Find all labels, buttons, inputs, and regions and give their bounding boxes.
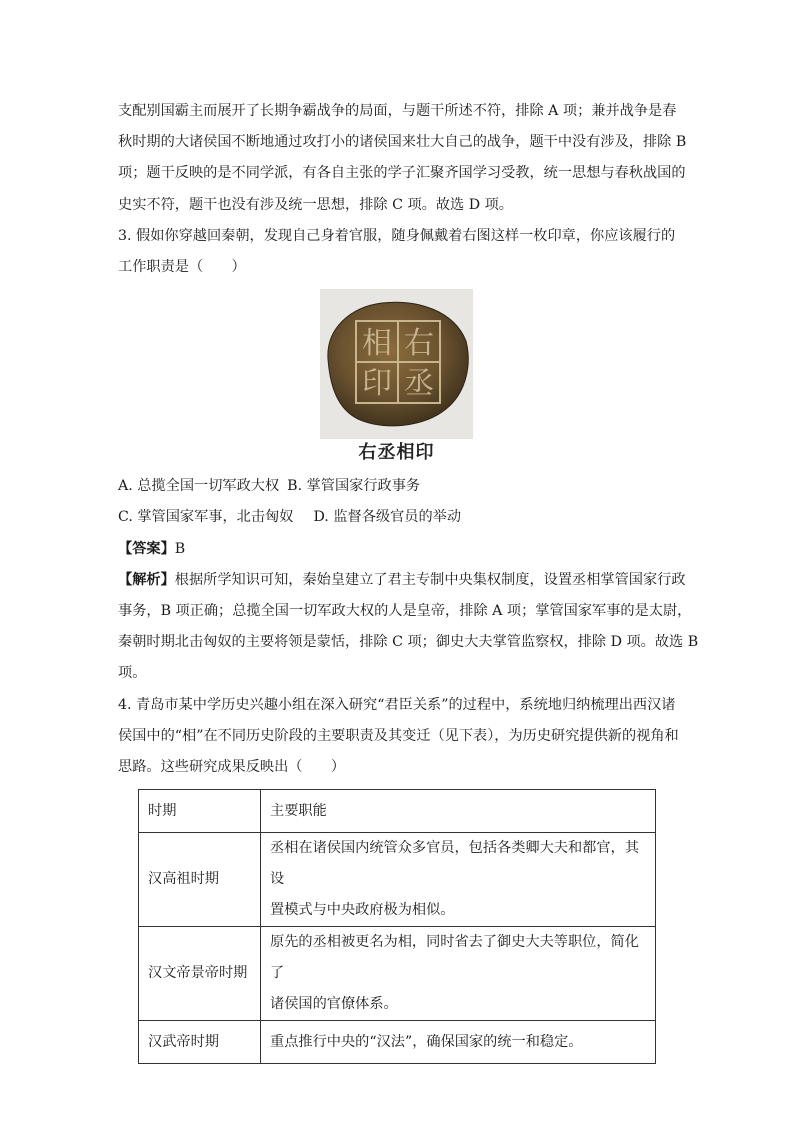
- duty-line: 丞相在诸侯国内统管众多官员，包括各类卿大夫和都官，其设: [270, 840, 639, 888]
- svg-text:右: 右: [404, 326, 434, 362]
- options-row-2: [118, 502, 676, 533]
- option-c: C. 掌管国家军事，北击匈奴: [118, 509, 294, 526]
- table-row: [139, 927, 656, 1021]
- seal-caption: 右丞相印: [358, 442, 435, 464]
- answer-value: B: [174, 540, 186, 557]
- question-3-analysis-line: [118, 565, 686, 596]
- document-page: [118, 96, 699, 1064]
- duty-line: 诸侯国的官僚体系。: [270, 996, 398, 1013]
- question-4-stem-line: 4. 青岛市某中学历史兴趣小组在深入研究“君臣关系”的过程中，系统地归纳梳理出西汉诸: [118, 696, 676, 713]
- options-row-1: [118, 471, 676, 502]
- prev-analysis: [118, 96, 687, 221]
- question-3: [118, 221, 699, 690]
- table-header-row: [139, 790, 656, 833]
- analysis-label: 【解析】: [118, 571, 175, 588]
- table-cell-period: 汉文帝景帝时期: [139, 927, 261, 1021]
- prev-analysis-line: 史实不符，题干也没有涉及统一思想，排除 C 项。故选 D 项。: [118, 196, 513, 213]
- seal-figure: [320, 289, 473, 467]
- option-a: A. 总揽全国一切军政大权: [118, 478, 280, 495]
- question-3-stem-line: 工作职责是（ ）: [118, 259, 246, 276]
- analysis-text: 根据所学知识可知，秦始皇建立了君主专制中央集权制度，设置丞相掌管国家行政: [174, 571, 686, 588]
- duty-line: 置模式与中央政府极为相似。: [270, 902, 455, 919]
- question-4: [118, 690, 679, 1065]
- question-4-stem-line: 侯国中的“相”在不同历史阶段的主要职责及其变迁（见下表），为历史研究提供新的视角和: [118, 727, 679, 744]
- duty-line: 重点推行中央的“汉法”，确保国家的统一和稳定。: [270, 1033, 583, 1050]
- seal-illustration: [320, 289, 473, 439]
- question-3-analysis-line: 项。: [118, 665, 147, 682]
- answer-label: 【答案】: [118, 540, 175, 557]
- duty-line: 原先的丞相被更名为相，同时省去了御史大夫等职位，简化了: [270, 934, 639, 982]
- seal-image: [320, 289, 473, 439]
- question-4-stem-line: 思路。这些研究成果反映出（ ）: [118, 759, 346, 776]
- svg-text:丞: 丞: [404, 366, 434, 402]
- table-header-duty: 主要职能: [261, 790, 656, 833]
- question-3-analysis-line: 秦朝时期北击匈奴的主要将领是蒙恬，排除 C 项；御史大夫掌管监察权，排除 D 项。故选 B: [118, 634, 699, 651]
- table-row: [139, 833, 656, 927]
- table-cell-duty: [261, 833, 656, 927]
- table-cell-duty: [261, 1021, 656, 1064]
- prev-analysis-line: 支配别国霸主而展开了长期争霸战争的局面，与题干所述不符，排除 A 项；兼并战争是春: [118, 103, 677, 119]
- table-cell-period: 汉高祖时期: [139, 833, 261, 927]
- table-header-period: 时期: [139, 790, 261, 833]
- prev-analysis-line: 项；题干反映的是不同学派，有各自主张的学子汇聚齐国学习受教，统一思想与春秋战国的: [118, 165, 686, 182]
- question-3-analysis-line: 事务，B 项正确；总揽全国一切军政大权的人是皇帝，排除 A 项；掌管国家军事的是太尉，: [118, 603, 692, 620]
- option-d: D. 监督各级官员的举动: [313, 509, 462, 526]
- question-3-options: [118, 471, 676, 533]
- table-cell-duty: [261, 927, 656, 1021]
- svg-text:相: 相: [362, 326, 392, 362]
- svg-text:印: 印: [362, 366, 392, 402]
- table-cell-period: 汉武帝时期: [139, 1021, 261, 1064]
- option-b: B. 掌管国家行政事务: [287, 478, 421, 495]
- question-3-stem-line: 3. 假如你穿越回秦朝，发现自己身着官服，随身佩戴着右图这样一枚印章，你应该履行的: [118, 227, 676, 244]
- duty-table: [138, 789, 656, 1064]
- table-row: [139, 1021, 656, 1064]
- question-3-answer: [118, 534, 676, 565]
- prev-analysis-line: 秋时期的大诸侯国不断地通过攻打小的诸侯国来壮大自己的战争，题干中没有涉及，排除 B: [118, 134, 687, 151]
